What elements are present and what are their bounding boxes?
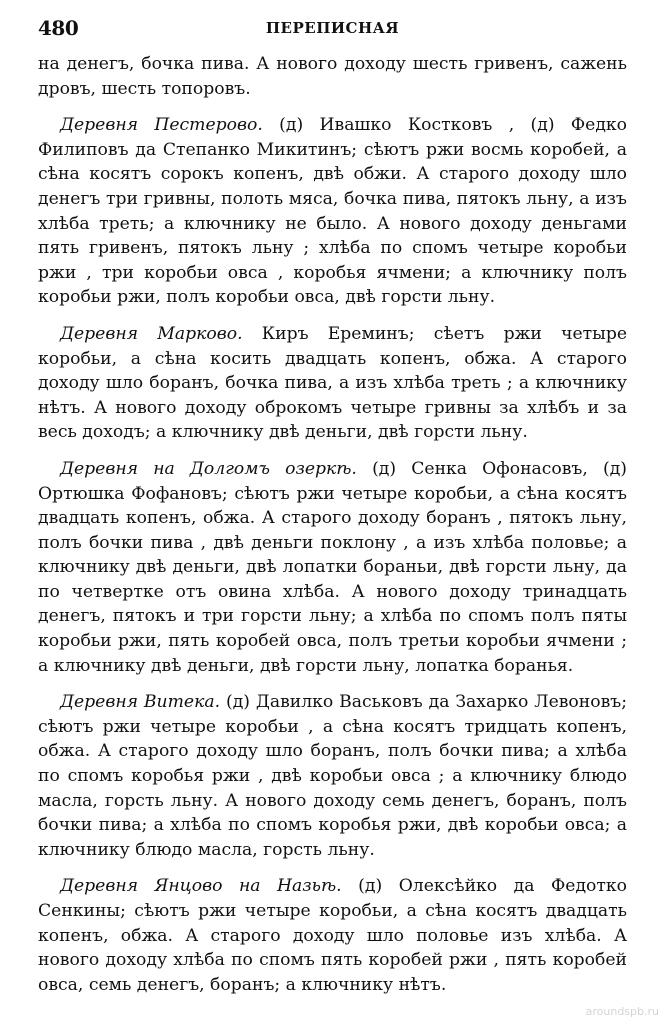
village-name: Деревня на Долгомъ озеркѣ. (60, 458, 357, 479)
village-name: Деревня Янцово на Назьѣ. (60, 876, 342, 897)
paragraph-text: (д) Олексѣйко да Федотко Сенкины; сѣютъ ржи четыре коробьи, а сѣна косятъ двадцать копенъ, обжа. А старого доходу шло половье изъ хлѣба. А нового доходу хлѣба по спомъ пять коробей ржи , пять коробей овса, семь денегъ, боранъ; а ключнику нѣтъ. (38, 876, 627, 995)
paragraph-text: Киръ Ереминъ; сѣетъ ржи четыре коробьи, а сѣна косить двадцать копенъ, обжа. А старого доходу шло боранъ, бочка пива, а изъ хлѣба треть ; а ключнику нѣтъ. А нового доходу оброкомъ четыре гривны за хлѣбъ и за весь доходъ; а ключнику двѣ деньги, двѣ горсти льну. (38, 323, 628, 443)
body-text (38, 52, 627, 997)
village-name: Деревня Витека. (60, 692, 221, 713)
paragraph-text: (д) Ивашко Костковъ , (д) Федко Филиповъ да Степанко Микитинъ; сѣютъ ржи восмь коробей, а сѣна косятъ сорокъ копенъ, двѣ обжи. А старого доходу шло денегъ три гривны, полоть мяса, бочка пива, пятокъ льну, а изъ хлѣба треть; а ключнику не было. А нового доходу деньгами пять гривенъ, пятокъ льну ; хлѣба по спомъ четыре коробьи ржи , три коробьи овса , коробья ячмени; а ключнику полъ коробьи ржи, полъ коробьи овса, двѣ горсти льну. (38, 115, 627, 308)
running-head (38, 16, 627, 40)
paragraph-village-markovo (38, 322, 627, 445)
running-title: ПЕРЕПИСНАЯ (265, 19, 400, 37)
paragraph-village-viteka (38, 690, 627, 862)
paragraph-village-yantsovo (38, 874, 627, 997)
paragraph-text: (д) Давилко Васьковъ да Захарко Левоновъ; сѣютъ ржи четыре коробьи , а сѣна косятъ тридцать копенъ, обжа. А старого доходу шло боранъ, полъ бочки пива; а хлѣба по спомъ коробья ржи , двѣ коробьи овса ; а ключнику блюдо масла, горсть льну. А нового доходу семь денегъ, боранъ, полъ бочки пива; а хлѣба по спомъ коробья ржи, двѣ коробьи овса; а ключнику блюдо масла, горсть льну. (38, 692, 627, 860)
paragraph-text: (д) Сенка Офонасовъ, (д) Ортюшка Фофановъ; сѣютъ ржи четыре коробьи, а сѣна косятъ двадцать копенъ, обжа. А старого доходу боранъ , пятокъ льну, полъ бочки пива , двѣ деньги поклону , а изъ хлѣба половье; а ключнику двѣ деньги, двѣ лопатки бораньи, двѣ горсти льну, да по четвертке отъ овина хлѣба. А нового доходу тринадцать денегъ, пятокъ и три горсти льну; а хлѣба по спомъ полъ пяты коробьи ржи, пять коробей овса, полъ третьи коробьи ячмени ; а ключнику двѣ деньги, двѣ горсти льну, лопатка боранья. (38, 458, 627, 676)
village-name: Деревня Марково. (60, 323, 243, 344)
page-number: 480 (38, 16, 79, 40)
paragraph-text: на денегъ, бочка пива. А нового доходу шесть гривенъ, сажень дровъ, шесть топоровъ. (38, 54, 627, 99)
watermark: aroundspb.ru (585, 1005, 659, 1018)
paragraph-village-dolgoe-ozerko (38, 457, 627, 678)
village-name: Деревня Пестерово. (60, 115, 263, 136)
paragraph-village-pesterovo (38, 113, 627, 310)
paragraph-continuation (38, 52, 627, 101)
